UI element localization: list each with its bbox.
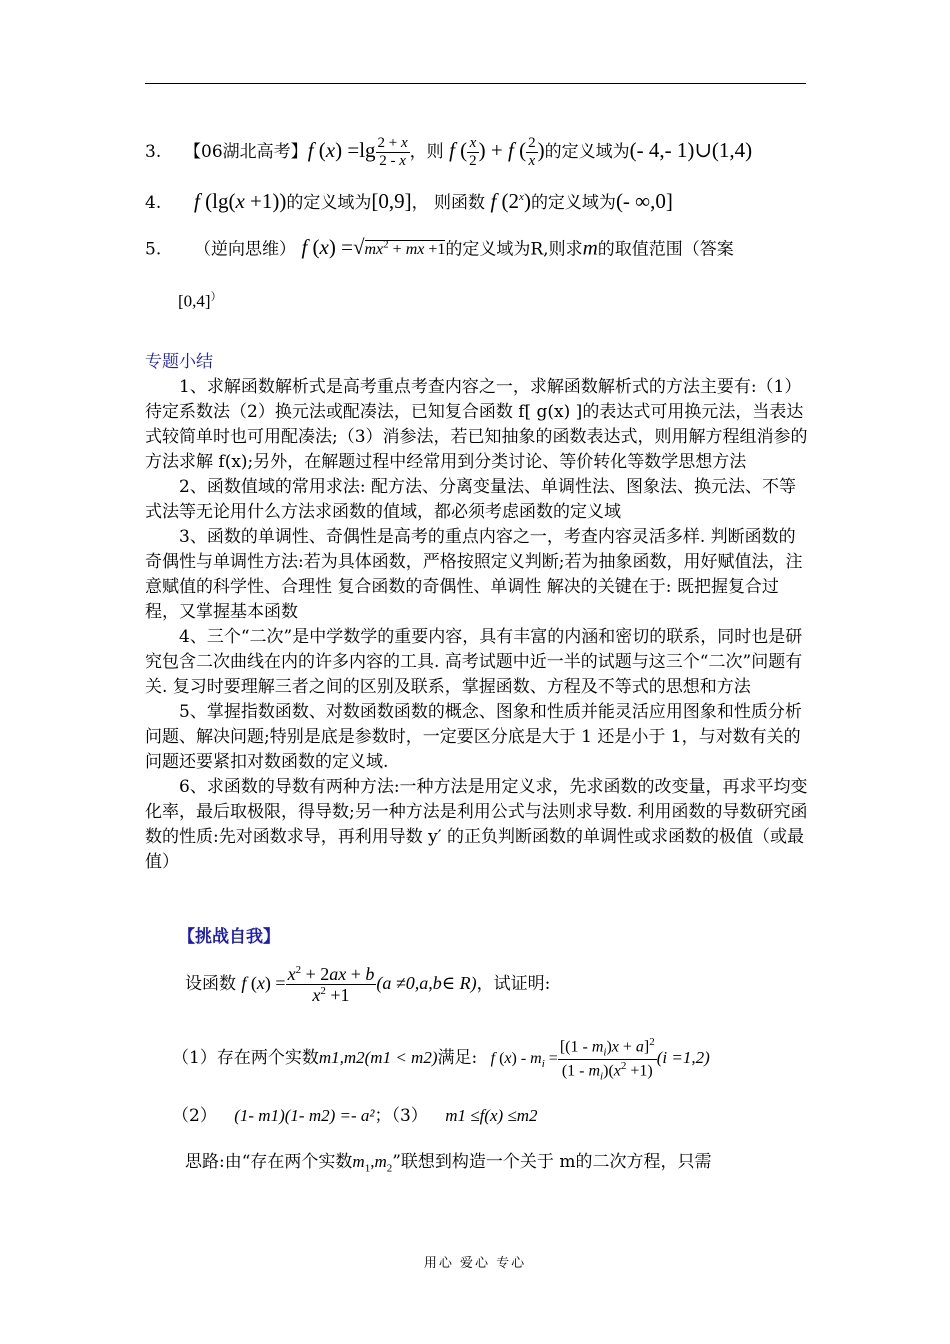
question-1: （1）存在两个实数m1,m2(m1 < m2)满足: f $(x) - m_i$ = $\frac{[(1 - m_i)x + a]^2}{(1 - m_i)(x^2 +1)}$ (i =1,2): [172, 1036, 710, 1083]
answer-domain: (- ∞,0]: [615, 189, 673, 213]
challenge-heading: 【挑战自我】: [178, 927, 280, 947]
summary-paragraph: 5、掌握指数函数、对数函数函数的概念、图象和性质并能灵活应用图象和性质分析问题、解决问题;特别是底是参数时，一定要区分底是大于 1 还是小于 1，与对数有关的问题还要紧扣对数函数的定义域.: [145, 702, 802, 772]
summary-paragraph: 6、求函数的导数有两种方法:一种方法是用定义求，先求函数的改变量，再求平均变化率，最后取极限，得导数;另一种方法是利用公式与法则求导数. 利用函数的导数研究函数的性质:先对函数求导，再利用导数 y′ 的正负判断函数的单调性或求函数的极值（或最值）: [145, 777, 808, 872]
page-footer: 用心 爱心 专心: [423, 1256, 527, 1271]
item-number: 5.: [145, 239, 162, 260]
summary-body: [145, 375, 810, 875]
formula-sqrt: f $(x) =√mx^2$ + mx +1: [301, 235, 446, 260]
summary-paragraph: 3、函数的单调性、奇偶性是高考的重点内容之一，考查内容灵活多样. 判断函数的奇偶性与单调性方法:若为具体函数，严格按照定义判断;若为抽象函数，用好赋值法，注意赋值的科学性、合理性 复合函数的奇偶性、单调性 解决的关键在于: 既把握复合过程，又掌握基本函数: [145, 527, 803, 622]
formula-composite: f ( $\frac{x}{2}$ ) + f ( $\frac{2}{x}$ ): [449, 135, 545, 169]
source-tag: 【06湖北高考】: [184, 142, 308, 162]
var-m: m: [582, 235, 598, 260]
formula-q1: f $(x) - m_i$ = $\frac{[(1 - m_i)x + a]^2}{(1 - m_i)(x^2 +1)}$: [490, 1036, 655, 1083]
formula-f-rational: f (x) = $\frac{x^2 + 2ax + b}{x^2 +1}$: [241, 963, 375, 1006]
item-5-answer: [0,4]）: [178, 290, 222, 311]
challenge-statement: 设函数 f (x) = $\frac{x^2 + 2ax + b}{x^2 +1}$ (a ≠0,a,b∈ R)，试证明:: [185, 963, 551, 1006]
item-number: 3.: [145, 142, 162, 162]
summary-paragraph: 1、求解函数解析式是高考重点考查内容之一，求解函数解析式的方法主要有:（1） 待定系数法（2）换元法或配凑法，已知复合函数 f[ g(x) ]的表达式可用换元法，当表达式较简单时也可用配凑法;（3）消参法，若已知抽象的函数表达式，则用解方程组消参的方法求解 f(x);另外，在解题过程中经常用到分类讨论、等价转化等数学思想方法: [145, 377, 808, 472]
summary-paragraph: 2、函数值域的常用求法: 配方法、分离变量法、单调性法、图象法、换元法、不等式法等无论用什么方法求函数的值域，都必须考虑函数的定义域: [145, 477, 796, 522]
summary-paragraph: 4、三个“二次”是中学数学的重要内容，具有丰富的内涵和密切的联系，同时也是研究包含二次曲线在内的许多内容的工具. 高考试题中近一半的试题与这三个“二次”问题有关. 复习时要理解三者之间的区别及联系，掌握函数、方程及不等式的思想和方法: [145, 627, 803, 697]
answer-domain: (- 4,- 1)∪(1,4): [629, 138, 753, 162]
item-3: 3. 【06湖北高考】f (x) =lg $\frac{2 + x}{2 - x}$ ，则 f ( $\frac{x}{2}$ ) + f ( $\frac{2}{x}$ )的定义域为(- 4,- 1)∪(1,4): [145, 135, 753, 169]
item-number: 4.: [145, 193, 162, 213]
header-rule: [145, 83, 806, 84]
hint: 思路:由“存在两个实数$m_1,m_2$”联想到构造一个关于 m的二次方程，只需: [185, 1152, 712, 1175]
section-heading: 专题小结: [145, 352, 213, 372]
question-2-3: （2） (1- m1)(1- m2) =- a²；（3） m1 ≤f(x) ≤m2: [172, 1106, 538, 1126]
formula-f-2x: f (2$^x$): [490, 189, 531, 213]
item-4: 4. f (lg(x +1))的定义域为[0,9]， 则函数 f (2$^x$)的定义域为(- ∞,0]: [145, 189, 673, 213]
item-5: 5. （逆向思维） f $(x) =√mx^2$ + mx +1的定义域为R,则求m的取值范围（答案: [145, 235, 734, 260]
var-m1m2: $m_1,m_2$: [352, 1152, 393, 1175]
formula-f-lg-x1: f (lg(x +1)): [194, 189, 287, 213]
formula-f-lg: f (x) =lg $\frac{2 + x}{2 - x}$: [307, 135, 408, 169]
